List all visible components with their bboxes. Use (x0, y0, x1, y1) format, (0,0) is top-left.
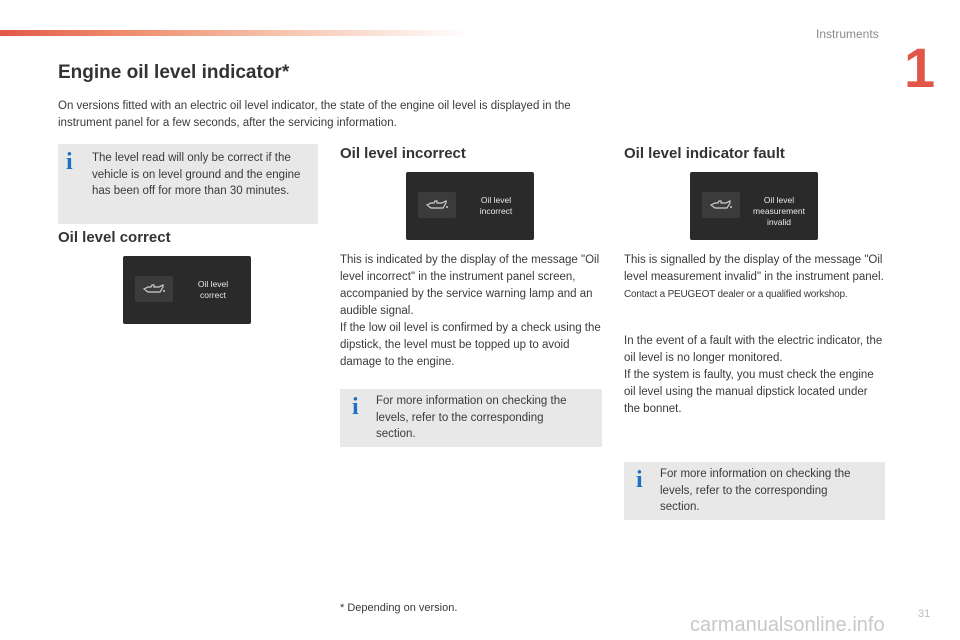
heading-oil-level-incorrect: Oil level incorrect (340, 145, 466, 162)
paragraph: If the low oil level is confirmed by a check using the dipstick, the level must be topped up to avoid damage to the engine. (340, 322, 601, 368)
page-number: 31 (918, 608, 931, 620)
display-oil-level-incorrect (406, 172, 534, 240)
watermark: carmanualsonline.info (690, 614, 885, 636)
footnote: * Depending on version. (340, 602, 458, 614)
chapter-number: 1 (904, 36, 936, 99)
heading-oil-level-correct: Oil level correct (58, 229, 171, 246)
display-line-2: incorrect (479, 206, 513, 216)
paragraph: This is indicated by the display of the message "Oil level incorrect" in the instrument panel screen, accompanied by the service warning lamp and an audible signal. (340, 254, 600, 317)
heading-oil-level-indicator-fault: Oil level indicator fault (624, 145, 785, 162)
info-note-left (58, 144, 318, 224)
info-icon: i (636, 467, 643, 493)
display-line-2: measurement invalid (753, 206, 805, 227)
display-message (740, 195, 818, 228)
intro-text: On versions fitted with an electric oil level indicator, the state of the engine oil level is displayed in the instrument panel for a few seconds, after the servicing information. (58, 100, 571, 129)
oil-can-icon (702, 192, 740, 218)
display-line-1: Oil level (480, 195, 512, 205)
display-oil-measurement-invalid (690, 172, 818, 240)
display-oil-level-correct (123, 256, 251, 324)
info-note-text: The level read will only be correct if the vehicle is on level ground and the engine has been off for more than 30 minutes. (92, 152, 301, 197)
display-line-1: Oil level (197, 279, 229, 289)
paragraph: If the system is faulty, you must check the engine oil level using the manual dipstick located under the bonnet. (624, 369, 874, 415)
display-message (183, 279, 243, 301)
paragraph: In the event of a fault with the electric indicator, the oil level is no longer monitored. (624, 335, 883, 364)
display-line-1: Oil level (763, 195, 795, 205)
oil-fault-body (624, 252, 886, 303)
oil-can-icon (135, 276, 173, 302)
info-note-text: For more information on checking the levels, refer to the corresponding section. (376, 395, 567, 440)
info-note-middle (340, 389, 602, 447)
info-note-text: For more information on checking the levels, refer to the corresponding section. (660, 468, 851, 513)
page-title: Engine oil level indicator* (58, 62, 290, 83)
display-line-2: correct (200, 290, 226, 300)
display-message (466, 195, 526, 217)
oil-can-icon (418, 192, 456, 218)
oil-fault-body-2 (624, 333, 886, 418)
info-icon: i (352, 394, 359, 420)
section-label: Instruments (816, 27, 879, 41)
info-note-right (624, 462, 885, 520)
header-accent-bar (0, 30, 470, 36)
info-icon: i (66, 149, 73, 175)
small-note: Contact a PEUGEOT dealer or a qualified workshop. (624, 289, 848, 300)
oil-level-incorrect-body (340, 252, 602, 371)
paragraph: This is signalled by the display of the message "Oil level measurement invalid" in the instrument panel. (624, 254, 884, 283)
